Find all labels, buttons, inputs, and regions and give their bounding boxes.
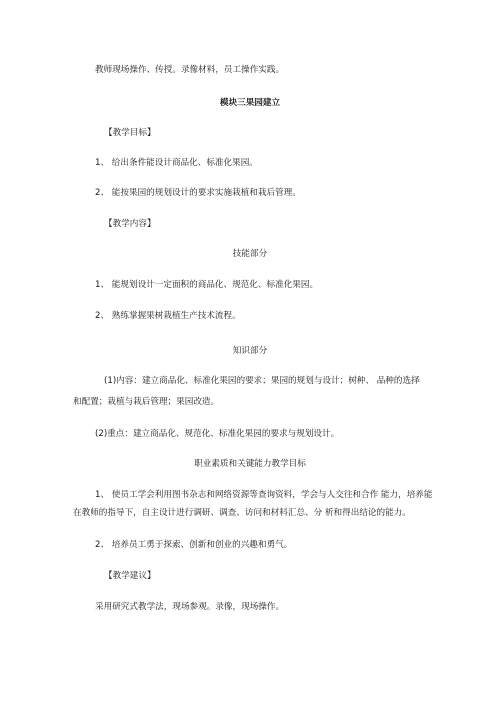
teaching-advice-text: 采用研究式教学法，现场参观。录像，现场操作。 bbox=[95, 602, 285, 612]
goal-item-2: 2、 能按果园的规划设计的要求实施栽植和栽后管理。 bbox=[95, 188, 301, 198]
knowledge-heading: 知识部分 bbox=[232, 346, 268, 356]
competence-item-1-line-2: 在教师的指导下，自主设计进行调研、调查、访问和材料汇总、分 析和得出结论的能力。 bbox=[73, 508, 411, 518]
competence-heading: 职业素质和关键能力教学目标 bbox=[194, 459, 306, 469]
teaching-goals-heading: 【教学目标】 bbox=[104, 128, 156, 138]
intro-text: 教师现场操作、传授。录像材料，员工操作实践。 bbox=[95, 65, 285, 75]
skill-item-2: 2、 熟练掌握果树栽植生产技术流程。 bbox=[95, 311, 241, 321]
knowledge-content-line-1: (1)内容：建立商品化、标准化果园的要求；果园的规划与设计；树种、 品种的选择 bbox=[104, 376, 420, 386]
goal-item-1: 1、 给出条件能设计商品化、标准化果园。 bbox=[95, 158, 258, 168]
competence-item-1-line-1: 1、 使员工学会利用图书杂志和网络资源等查询资料，学会与人交往和合作 能力，培养能 bbox=[95, 490, 433, 500]
module-title: 模块三果园建立 bbox=[219, 98, 281, 108]
knowledge-content-line-2: 和配置；栽植与栽后管理；果园改造。 bbox=[73, 397, 220, 407]
skills-heading: 技能部分 bbox=[232, 249, 268, 259]
knowledge-focus: (2)重点：建立商品化、规范化、标准化果园的要求与规划设计。 bbox=[95, 429, 340, 439]
skill-item-1: 1、 能规划设计一定面积的商品化、规范化、标准化果园。 bbox=[95, 280, 319, 290]
teaching-advice-heading: 【教学建议】 bbox=[104, 571, 156, 581]
competence-item-2: 2、 培养员工勇于探索、创新和创业的兴趣和勇气。 bbox=[95, 540, 293, 550]
teaching-content-heading: 【教学内容】 bbox=[104, 219, 156, 229]
